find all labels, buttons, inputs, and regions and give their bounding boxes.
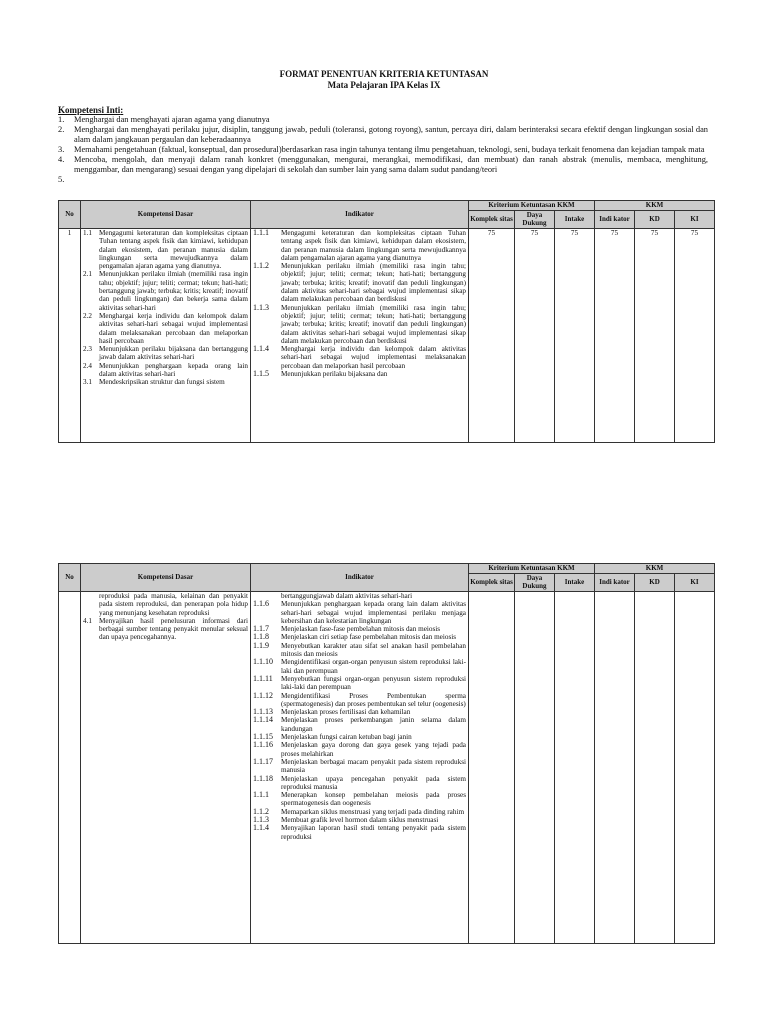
indikator-text: Menerapkan konsep pembelahan meiosis pada proses spermatogenesis dan oogenesis [281, 791, 466, 808]
indikator-item [253, 692, 466, 709]
header-intake: Intake [555, 574, 595, 592]
header-intake: Intake [555, 211, 595, 229]
kd-num: 2.1 [83, 270, 92, 279]
indikator-item [253, 633, 466, 641]
header-kriterium: Kriterium Ketuntasan KKM [469, 564, 595, 574]
value-ki-empty [675, 592, 715, 944]
indikator-num: 1.1.8 [253, 632, 269, 642]
indikator-text: Menunjukkan perilaku bijaksana dan [281, 370, 388, 379]
ki-heading-text: Kompetensi Inti [58, 105, 121, 115]
indikator-num: 1.1.13 [253, 707, 273, 717]
value-indikator-empty [595, 592, 635, 944]
kd-item [83, 270, 248, 311]
row-number: 1 [59, 229, 81, 443]
indikator-text: Mengagumi keteraturan dan kompleksitas ciptaan Tuhan tentang aspek fisik dan kimiawi, kehidupan dalam ekosistem, dan peranan manusia dalam lingkungan serta mewujudkannya dalam pengamalan ajaran agama yang dianutnya [281, 229, 466, 262]
header-indikator: Indikator [251, 564, 469, 592]
header-no: No [59, 564, 81, 592]
ki-item [58, 115, 708, 125]
header-daya-dukung: Daya Dukung [515, 574, 555, 592]
header-no: No [59, 201, 81, 229]
ki-item [58, 155, 708, 175]
indikator-text: Menjelaskan proses perkembangan janin selama dalam kandungan [281, 716, 466, 733]
value-daya-dukung-empty [515, 592, 555, 944]
indikator-text: Menyebutkan karakter atau sifat sel anakan hasil pembelahan mitosis dan meiosis [281, 641, 466, 659]
indikator-num: 1.1.14 [253, 715, 273, 725]
indikator-text: Menyebutkan fungsi organ-organ penyusun sistem reproduksi laki-laki dan perempuan [281, 674, 466, 692]
indikator-item [253, 741, 466, 758]
kd-cell [81, 592, 251, 944]
indikator-text: Menghargai kerja individu dan kelompok dalam aktivitas sehari-hari sebagai wujud implementasi melaksanakan percobaan dan melaporkan hasil percobaan [281, 345, 466, 370]
indikator-text: Menjelaskan fungsi cairan ketuban bagi janin [281, 733, 412, 742]
indikator-text: Menunjukkan perilaku ilmiah (memiliki rasa ingin tahu; objektif; jujur; teliti; cermat; tekun; hati-hati; bertanggung jawab; terbuka; kritis; kreatif; inovatif dan peduli lingkungan) dalam aktivitas sehari-hari sebagai wujud implementasi sikap dalam melakukan percobaan dan berdiskusi [281, 262, 466, 304]
value-ki: 75 [675, 229, 715, 443]
indikator-num: 1.1.5 [253, 369, 269, 379]
indikator-item [253, 775, 466, 792]
indikator-item [253, 625, 466, 633]
indikator-item [253, 791, 466, 808]
kd-text: reproduksi pada manusia, kelainan dan penyakit pada sistem reproduksi, dan penerapan pola hidup yang menunjang kesehatan reproduksi [99, 592, 248, 617]
value-intake-empty [555, 592, 595, 944]
ki-item [58, 145, 708, 155]
indikator-text: Menjelaskan ciri setiap fase pembelahan mitosis dan meiosis [281, 633, 457, 642]
kd-num: 1.1 [83, 229, 92, 237]
kd-item [83, 345, 248, 362]
indikator-num: 1.1.1 [253, 790, 269, 800]
header-kd: Kompetensi Dasar [81, 564, 251, 592]
value-kompleksitas: 75 [469, 229, 515, 443]
value-daya-dukung: 75 [515, 229, 555, 443]
header-kd: Kompetensi Dasar [81, 201, 251, 229]
kd-text: Menyajikan hasil penelusuran informasi dari berbagai sumber tentang penyakit menular seksual dan upaya pencegahannya. [99, 616, 248, 642]
ki-num: 1. [58, 115, 65, 124]
indikator-text: Menjelaskan upaya pencegahan penyakit pada sistem reproduksi manusia [281, 774, 466, 791]
value-kd-empty [635, 592, 675, 944]
indikator-num: 1.1.3 [253, 815, 269, 825]
kd-table-1 [58, 200, 715, 443]
indikator-num: 1.1.4 [253, 823, 269, 833]
header-kompleksitas: Komplek sitas [469, 211, 515, 229]
ki-text: Memahami pengetahuan (faktual, konseptual, dan prosedural)berdasarkan rasa ingin tahunya tentang ilmu pengetahuan, teknologi, seni, budaya terkait fenomena dan kejadian tampak mata [74, 145, 705, 154]
kd-item [83, 617, 248, 642]
kd-table-2 [58, 563, 715, 944]
indikator-num: 1.1.2 [253, 806, 269, 816]
indikator-text: Mengidentifikasi Proses Pembentukan sperma (spermatogenesis) dan proses pembentukan sel telur (oogenesis) [281, 691, 466, 708]
ki-text: Menghargai dan menghayati perilaku jujur, disiplin, tanggung jawab, peduli (toleransi, gotong royong), santun, percaya diri, dalam berinteraksi secara efektif dengan lingkungan sosial dan alam dalam jangkauan pergaulan dan keberadaannya [74, 125, 708, 144]
ki-item [58, 175, 708, 185]
indikator-text: Menunjukkan perilaku ilmiah (memiliki rasa ingin tahu; objektif; jujur; teliti; cermat; tekun; hati-hati; bertanggung jawab; terbuka; kritis; kreatif; inovatif dan peduli lingkungan) dalam aktivitas sehari-hari sebagai wujud implementasi sikap dalam melakukan percobaan dan berdiskusi [281, 303, 466, 345]
header-ki-short: KI [675, 211, 715, 229]
kd-text: Mengagumi keteraturan dan kompleksitas ciptaan Tuhan tentang aspek fisik dan kimiawi, kehidupan dalam ekosistem, dan peranan manusia dalam lingkungan serta mewujudkannya dalam pengamalan ajaran agama yang dianutnya. [99, 229, 248, 271]
kd-num: 3.1 [83, 378, 92, 387]
indikator-item [253, 824, 466, 841]
kd-item [83, 592, 248, 617]
indikator-item [253, 304, 466, 345]
indikator-num: 1.1.6 [253, 599, 269, 609]
kd-num: 2.2 [83, 311, 92, 320]
indikator-text: Menjelaskan fase-fase pembelahan mitosis dan meiosis [281, 625, 441, 634]
kd-num: 2.3 [83, 345, 92, 354]
ki-text: Menghargai dan menghayati ajaran agama yang dianutnya [74, 115, 270, 124]
ki-heading: Kompetensi Inti: [58, 105, 124, 115]
document-title: FORMAT PENENTUAN KRITERIA KETUNTASAN [279, 69, 489, 79]
indikator-num: 1.1.2 [253, 261, 269, 271]
indikator-text: Mengidentifikasi organ-organ penyusun sistem reproduksi laki-laki dan perempuan [281, 658, 466, 675]
indikator-item [253, 733, 466, 741]
header-kd-short: KD [635, 211, 675, 229]
row-number-empty [59, 592, 81, 944]
value-intake: 75 [555, 229, 595, 443]
ki-num: 5. [58, 175, 65, 184]
indikator-num: 1.1.1 [253, 228, 269, 237]
kd-text: Menghargai kerja individu dan kelompok dalam aktivitas sehari-hari sebagai wujud implementasi dalam melaksanakan percobaan dan melaporkan hasil percobaan [99, 311, 248, 345]
indikator-text: Menjelaskan berbagai macam penyakit pada sistem reproduksi manusia [281, 757, 466, 775]
indikator-text: Memaparkan siklus menstruasi yang terjadi pada dinding rahim [281, 807, 465, 816]
kd-item [83, 312, 248, 345]
ki-text: Mencoba, mengolah, dan menyaji dalam ranah konkret (menggunakan, mengurai, merangkai, memodifikasi, dan membuat) dan ranah abstrak (menulis, membaca, menghitung, menggambar, dan mengarang) sesuai dengan yang dipelajari di sekolah dan sumber lain yang sama dalam sudut pandang/teori [74, 155, 708, 174]
kd-item [83, 362, 248, 379]
indikator-item [253, 592, 466, 600]
ki-num: 4. [58, 155, 65, 164]
indikator-text: Menjelaskan gaya dorong dan gaya gesek yang tejadi pada proses melahirkan [281, 741, 466, 758]
indikator-num: 1.1.4 [253, 344, 269, 354]
header-ki-short: KI [675, 574, 715, 592]
indikator-item [253, 345, 466, 370]
kd-item [83, 229, 248, 270]
value-indikator: 75 [595, 229, 635, 443]
kd-text: Menunjukkan perilaku bijaksana dan bertanggung jawab dalam aktivitas sehari-hari [99, 345, 248, 362]
ki-text [74, 175, 708, 185]
indikator-num: 1.1.12 [253, 690, 273, 700]
header-indikator-short: Indi kator [595, 574, 635, 592]
indikator-item [253, 658, 466, 675]
indikator-num: 1.1.16 [253, 740, 273, 750]
indikator-text: Menyajikan laporan hasil studi tentang penyakit pada sistem reproduksi [281, 824, 466, 841]
indikator-num: 1.1.11 [253, 673, 273, 683]
ki-num: 2. [58, 125, 65, 134]
indikator-item [253, 808, 466, 816]
header-daya-dukung: Daya Dukung [515, 211, 555, 229]
header-indikator: Indikator [251, 201, 469, 229]
indikator-item [253, 229, 466, 262]
indikator-item [253, 642, 466, 659]
indikator-num: 1.1.7 [253, 624, 269, 634]
indikator-text: Menjelaskan proses fertilisasi dan kehamilan [281, 708, 411, 717]
ki-item [58, 125, 708, 145]
document-subtitle: Mata Pelajaran IPA Kelas IX [327, 80, 441, 90]
kd-text: Menunjukkan perilaku ilmiah (memiliki rasa ingin tahu; objektif; jujur; teliti; cermat; tekun; hati-hati; bertanggung jawab; terbuka; kritis; kreatif; inovatif dan peduli lingkungan) dan bekerja sama dalam aktivitas sehari-hari [99, 270, 248, 312]
ki-num: 3. [58, 145, 65, 154]
indikator-item [253, 816, 466, 824]
indikator-text: bertanggungjawab dalam aktivitas sehari-hari [281, 592, 413, 600]
header-kkm: KKM [595, 564, 715, 574]
value-kompleksitas-empty [469, 592, 515, 944]
kd-item [83, 378, 248, 386]
indikator-num: 1.1.9 [253, 640, 269, 650]
indikator-num: 1.1.17 [253, 756, 273, 766]
indikator-item [253, 370, 466, 378]
indikator-item [253, 262, 466, 303]
value-kd: 75 [635, 229, 675, 443]
kd-cell [81, 229, 251, 443]
indikator-item [253, 675, 466, 692]
kd-text: Mendeskripsikan struktur dan fungsi sistem [99, 378, 225, 387]
indikator-item [253, 600, 466, 625]
indikator-num: 1.1.18 [253, 773, 273, 783]
indikator-item [253, 758, 466, 775]
header-indikator-short: Indi kator [595, 211, 635, 229]
indikator-num: 1.1.10 [253, 657, 273, 667]
indikator-text: Menunjukkan penghargaan kepada orang lain dalam aktivitas sehari-hari sebagai wujud implementasi perilaku menjaga kebersihan dan kelestarian lingkungan [281, 600, 466, 625]
kd-num: 4.1 [83, 616, 92, 625]
header-kkm: KKM [595, 201, 715, 211]
indikator-num: 1.1.3 [253, 302, 269, 312]
indikator-item [253, 716, 466, 733]
header-kd-short: KD [635, 574, 675, 592]
indikator-cell [251, 592, 469, 944]
ki-list [58, 115, 708, 185]
header-kompleksitas: Komplek sitas [469, 574, 515, 592]
kd-num: 2.4 [83, 361, 92, 370]
header-kriterium: Kriterium Ketuntasan KKM [469, 201, 595, 211]
indikator-num: 1.1.15 [253, 732, 273, 742]
indikator-item [253, 708, 466, 716]
indikator-cell [251, 229, 469, 443]
indikator-text: Membuat grafik level hormon dalam siklus menstruasi [281, 816, 439, 825]
kd-text: Menunjukkan penghargaan kepada orang lain dalam aktivitas sehari-hari [99, 361, 248, 379]
